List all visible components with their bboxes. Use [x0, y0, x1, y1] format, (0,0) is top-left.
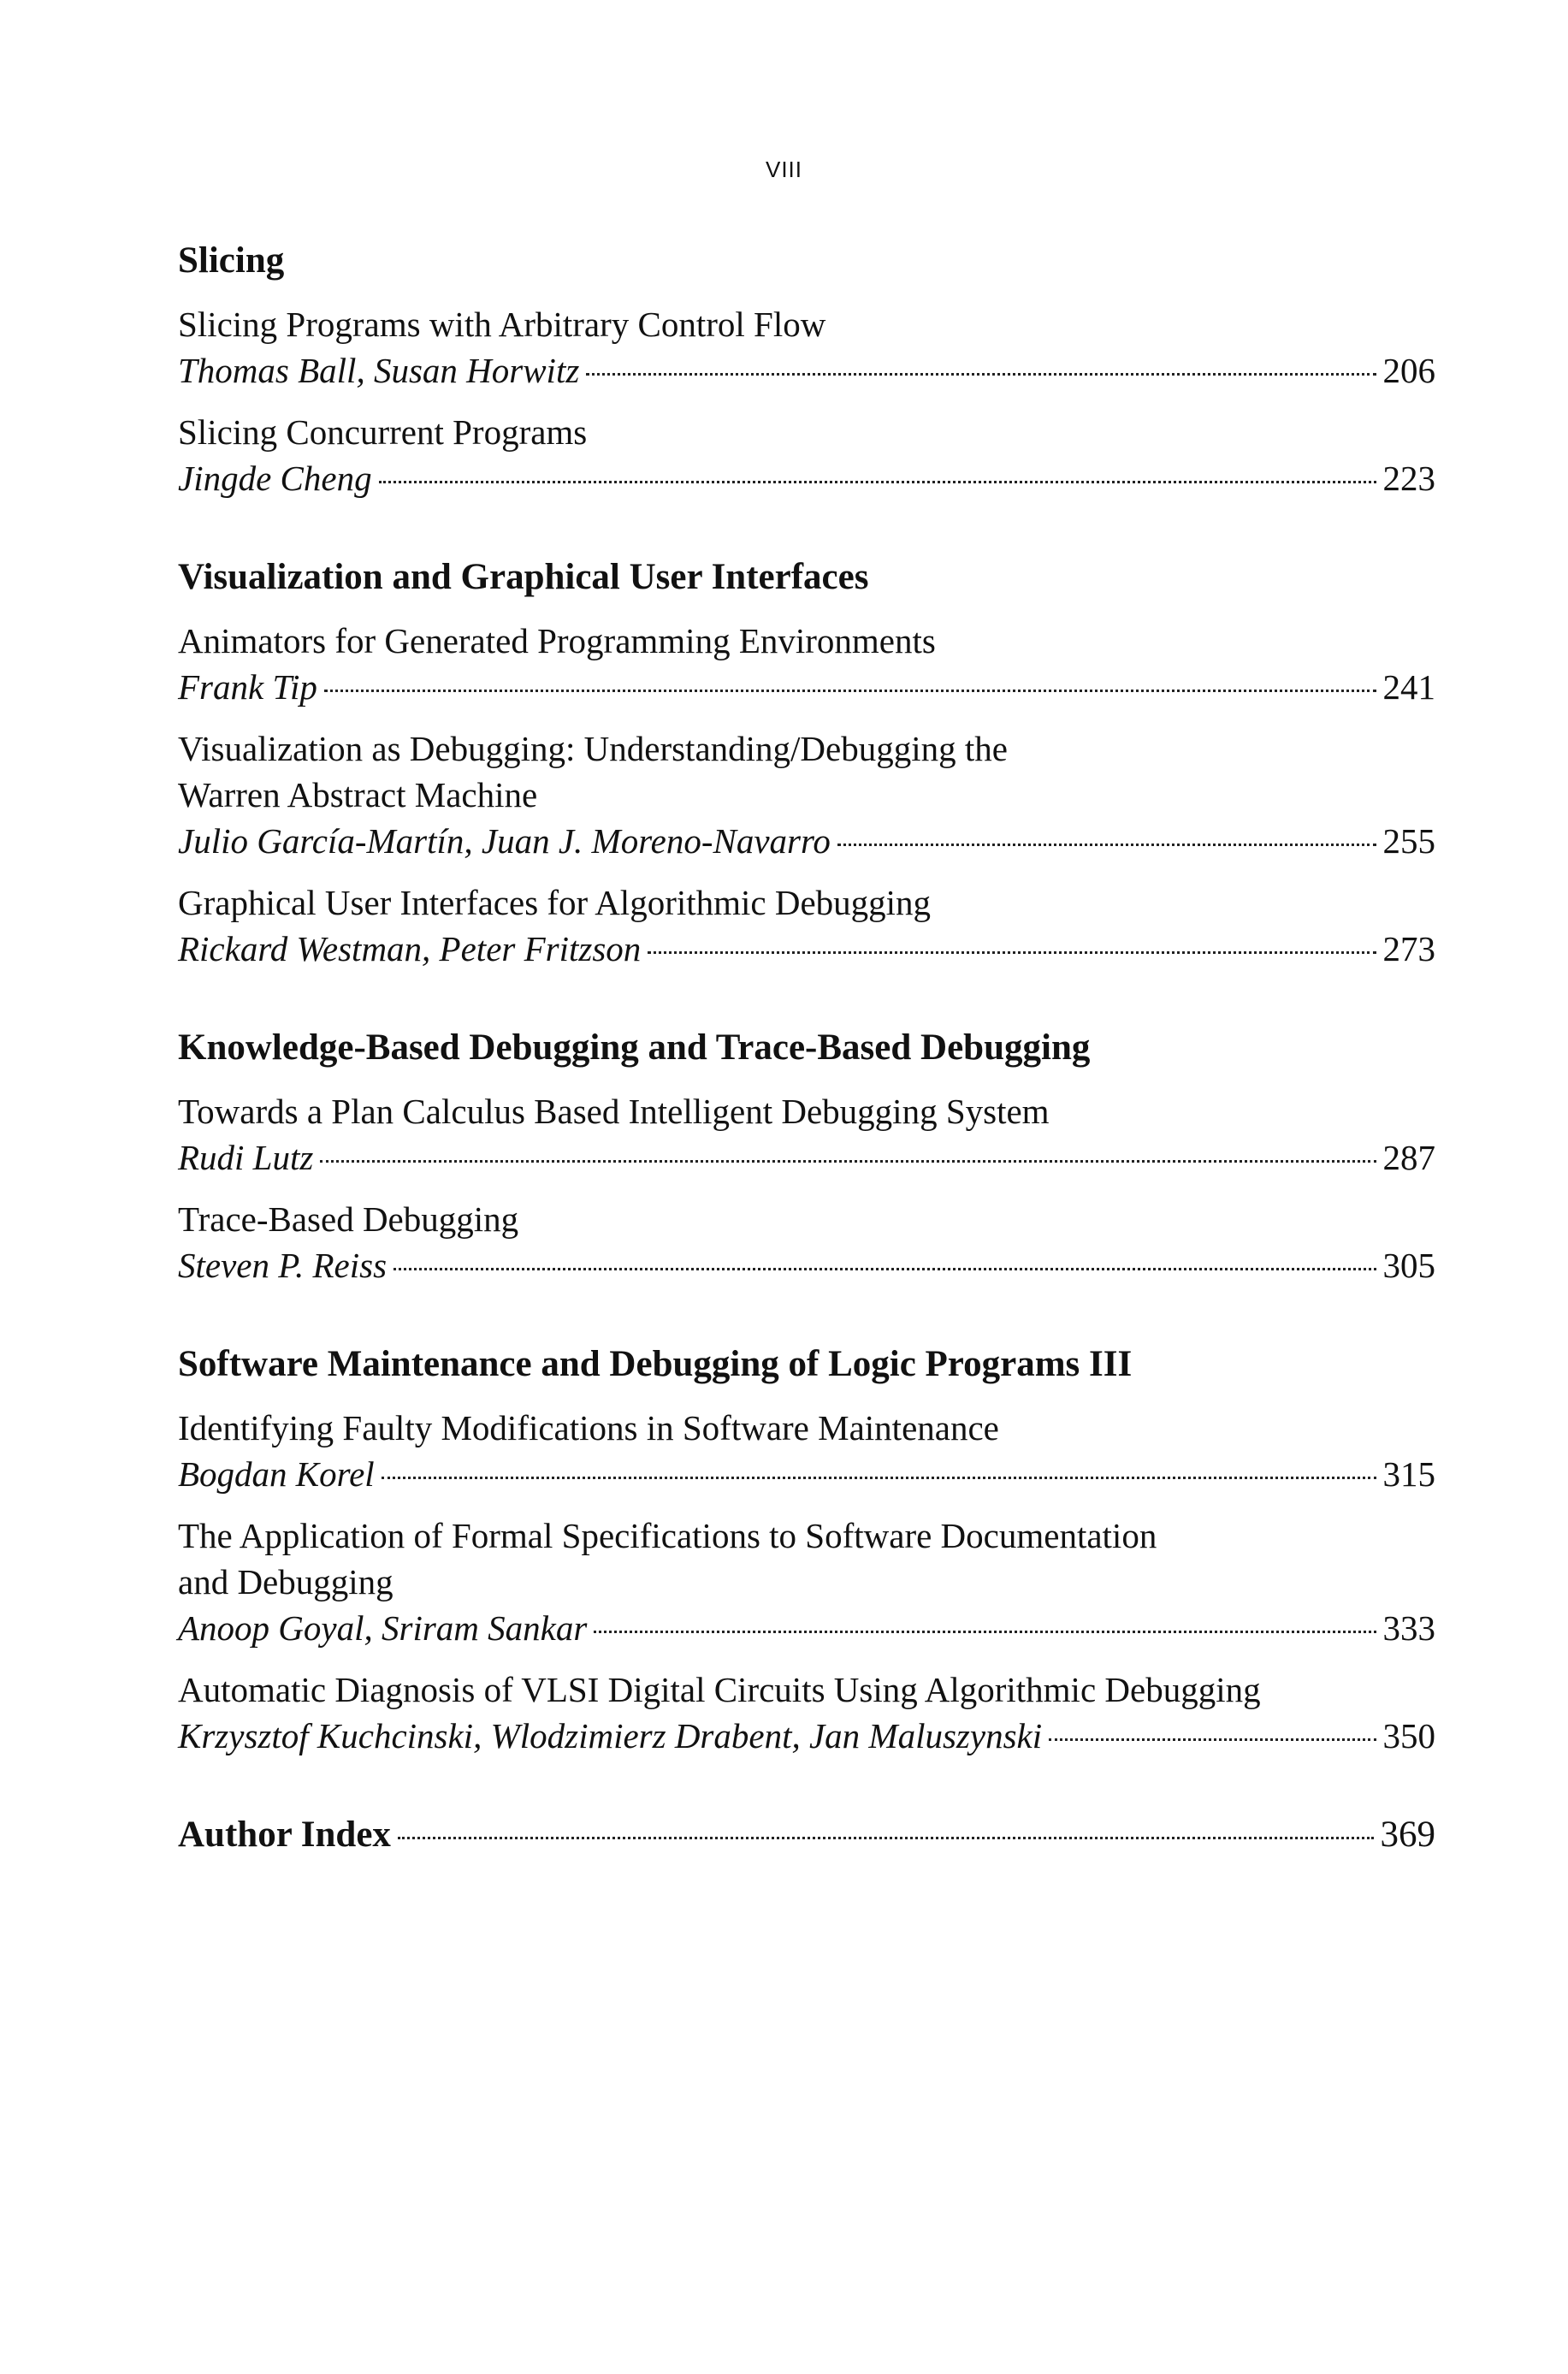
entry-authors: Steven P. Reiss: [178, 1246, 388, 1285]
entry-authors: Julio García-Martín, Juan J. Moreno-Navarro: [178, 821, 831, 861]
entry-page-number: 206: [1382, 351, 1435, 390]
toc-entry: [178, 1088, 1435, 1181]
entry-title: Towards a Plan Calculus Based Intelligent Debugging System: [178, 1092, 1050, 1131]
toc-entry: [178, 879, 1435, 972]
entry-page-number: 241: [1382, 667, 1435, 707]
entry-page-number: 305: [1382, 1246, 1435, 1285]
toc-entry: [178, 618, 1435, 710]
entry-title: Identifying Faulty Modifications in Software Maintenance: [178, 1408, 999, 1447]
author-index-page-number: 369: [1380, 1815, 1435, 1855]
entry-author-line: [178, 1242, 1435, 1288]
entry-title: Visualization as Debugging: Understanding/Debugging the: [178, 729, 1008, 768]
entry-authors: Rickard Westman, Peter Fritzson: [178, 929, 642, 968]
entry-author-line: [178, 926, 1435, 972]
entry-title: Graphical User Interfaces for Algorithmic Debugging: [178, 883, 932, 922]
entry-title: Animators for Generated Programming Environments: [178, 621, 936, 660]
author-index-entry: [178, 1812, 1435, 1858]
entry-author-line: [178, 664, 1435, 710]
entry-page-number: 255: [1382, 821, 1435, 861]
toc-entry: [178, 725, 1435, 864]
entry-author-line: [178, 1451, 1435, 1497]
toc-entry: [178, 1513, 1435, 1651]
entry-title: Slicing Programs with Arbitrary Control Flow: [178, 305, 826, 344]
section-title: Knowledge-Based Debugging and Trace-Based Debugging: [178, 1027, 1091, 1068]
dot-leader: [586, 373, 1376, 376]
section-title: Visualization and Graphical User Interfaces: [178, 557, 869, 597]
toc-section: [178, 1025, 1435, 1288]
entry-page-number: 287: [1382, 1138, 1435, 1177]
entry-title: The Application of Formal Specifications to Software Documentation: [178, 1516, 1157, 1555]
dot-leader: [393, 1268, 1376, 1270]
dot-leader: [324, 690, 1376, 692]
entry-author-line: [178, 455, 1435, 501]
dot-leader: [837, 844, 1376, 846]
dot-leader: [398, 1837, 1374, 1839]
entry-authors: Thomas Ball, Susan Horwitz: [178, 351, 580, 390]
author-index-label: Author Index: [178, 1815, 391, 1855]
entry-page-number: 350: [1382, 1716, 1435, 1755]
entry-author-line: [178, 347, 1435, 394]
toc-entry: [178, 409, 1435, 501]
section-title: Software Maintenance and Debugging of Logic Programs III: [178, 1344, 1133, 1384]
toc-entry: [178, 1196, 1435, 1288]
toc-section: [178, 238, 1435, 501]
entry-authors: Frank Tip: [178, 667, 317, 707]
entry-author-line: [178, 1134, 1435, 1181]
entry-title: Automatic Diagnosis of VLSI Digital Circuits Using Algorithmic Debugging: [178, 1670, 1261, 1709]
toc-entry: [178, 1667, 1435, 1759]
toc-entry: [178, 1405, 1435, 1497]
entry-page-number: 273: [1382, 929, 1435, 968]
entry-title: Slicing Concurrent Programs: [178, 412, 588, 452]
section-title: Slicing: [178, 240, 285, 281]
entry-authors: Jingde Cheng: [178, 459, 372, 498]
entry-title: Trace-Based Debugging: [178, 1199, 519, 1239]
entry-authors: Anoop Goyal, Sriram Sankar: [178, 1608, 588, 1648]
entry-authors: Rudi Lutz: [178, 1138, 314, 1177]
toc-entry: [178, 301, 1435, 394]
entry-author-line: [178, 1713, 1435, 1759]
table-of-contents: [178, 238, 1435, 1858]
toc-section: [178, 1341, 1435, 1759]
entry-page-number: 333: [1382, 1608, 1435, 1648]
toc-section: [178, 554, 1435, 972]
page-number: VIII: [765, 157, 802, 182]
dot-leader: [648, 951, 1376, 954]
entry-author-line: [178, 1605, 1435, 1651]
entry-title-continued: Warren Abstract Machine: [178, 775, 538, 814]
entry-title-continued: and Debugging: [178, 1562, 393, 1601]
entry-authors: Bogdan Korel: [178, 1454, 375, 1494]
entry-page-number: 223: [1382, 459, 1435, 498]
dot-leader: [594, 1631, 1376, 1633]
entry-authors: Krzysztof Kuchcinski, Wlodzimierz Drabent, Jan Maluszynski: [178, 1716, 1043, 1755]
dot-leader: [320, 1160, 1376, 1163]
dot-leader: [382, 1477, 1376, 1479]
dot-leader: [379, 481, 1376, 483]
dot-leader: [1049, 1738, 1376, 1741]
entry-page-number: 315: [1382, 1454, 1435, 1494]
entry-author-line: [178, 818, 1435, 864]
